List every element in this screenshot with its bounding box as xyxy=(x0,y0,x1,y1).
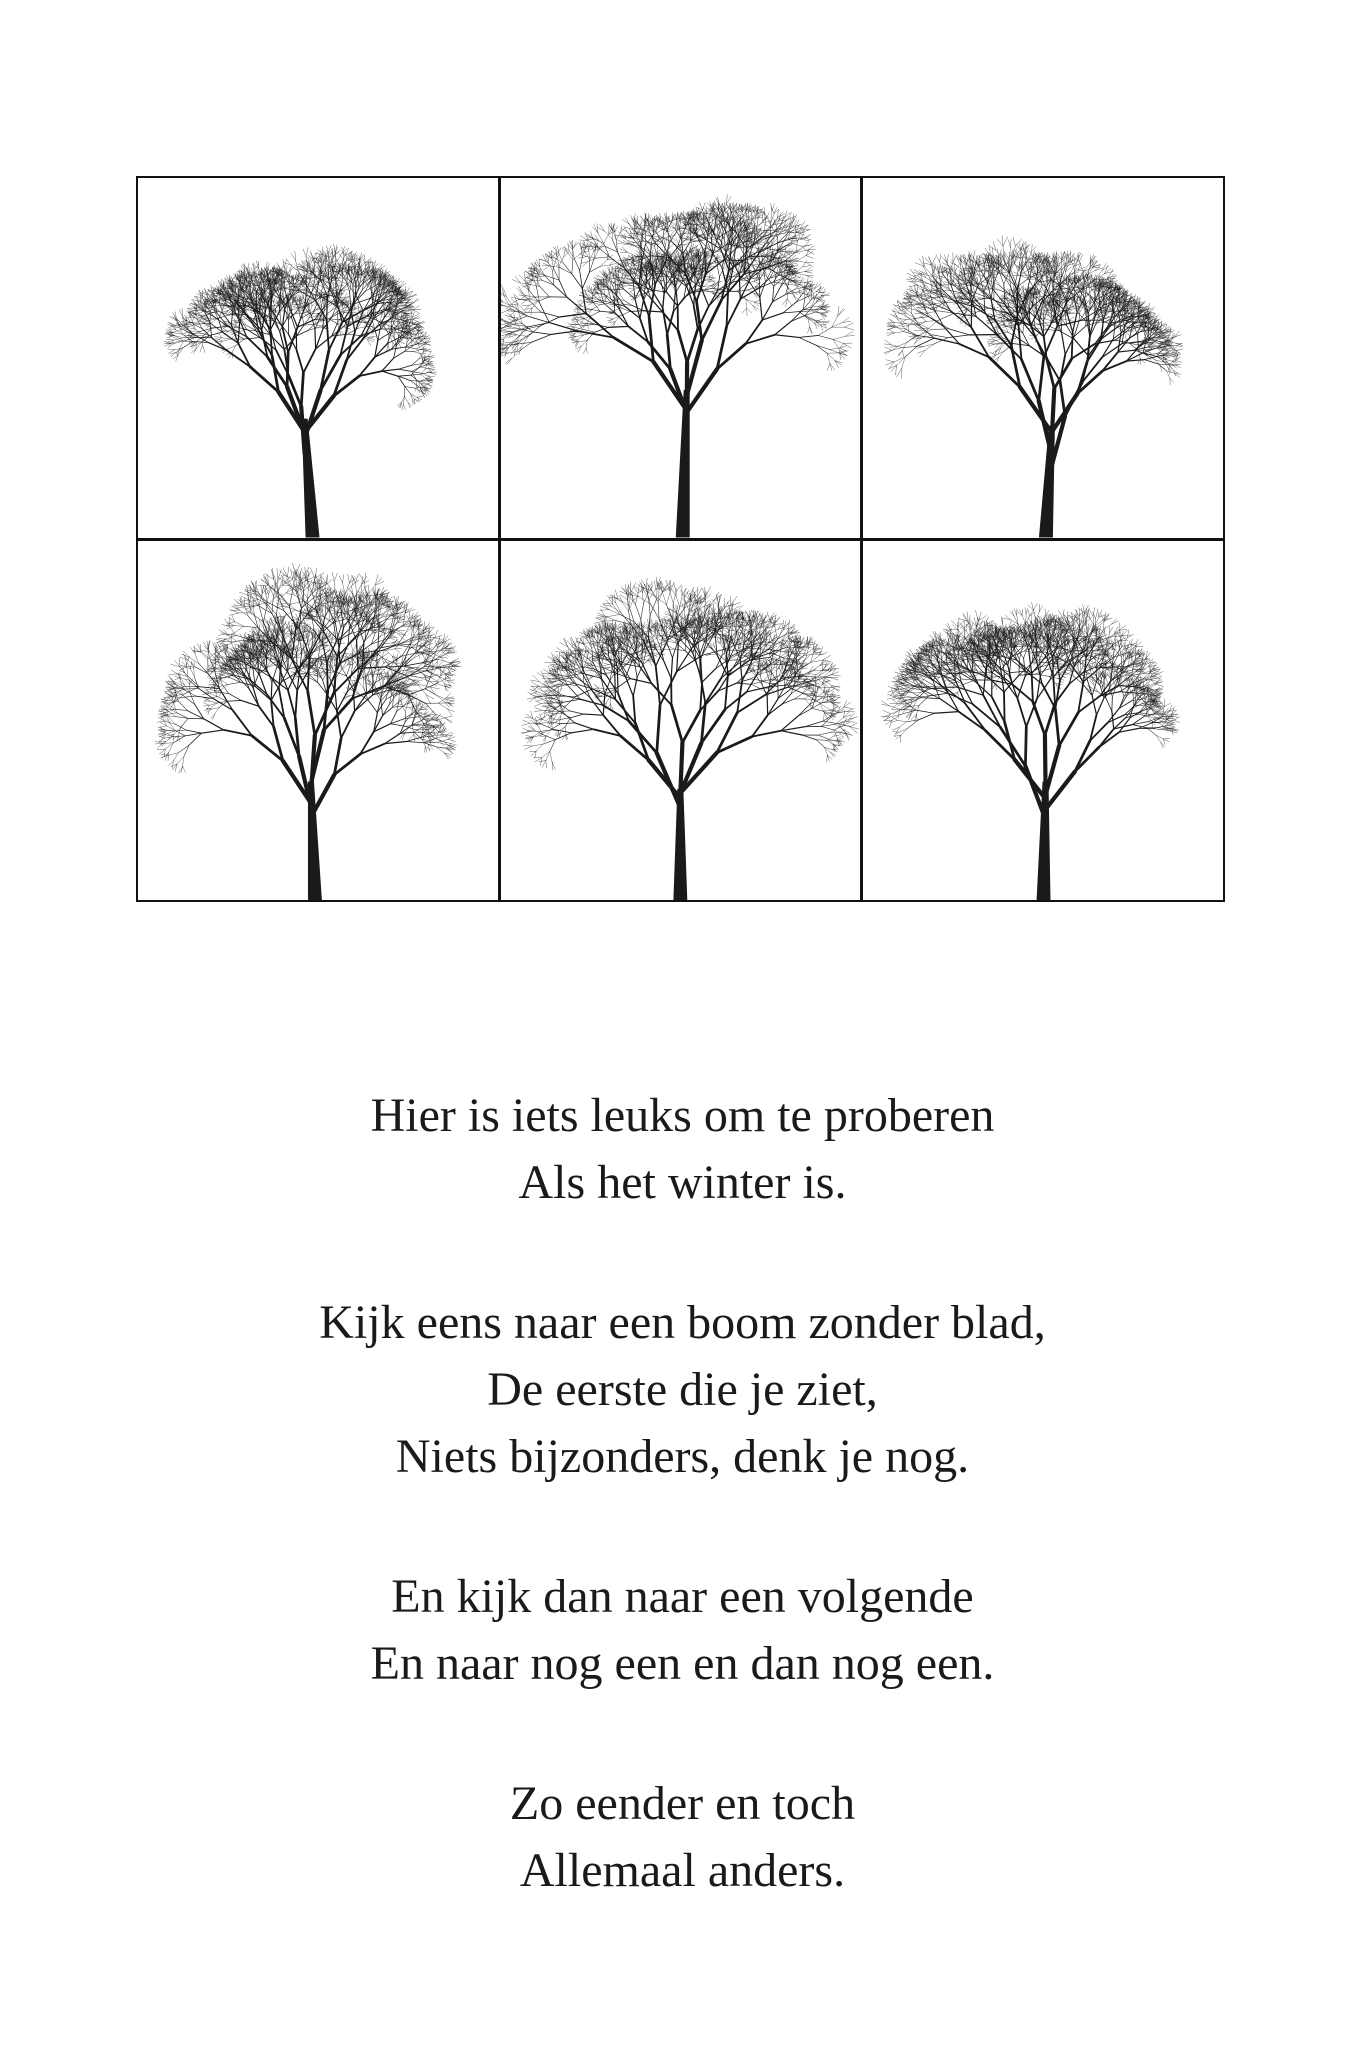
poem-stanza xyxy=(0,1563,1365,1697)
tree-icon xyxy=(863,178,1223,538)
poem-line: Kijk eens naar een boom zonder blad, xyxy=(319,1296,1046,1349)
tree-photo-3 xyxy=(863,178,1223,538)
poem-line: Niets bijzonders, denk je nog. xyxy=(395,1430,970,1483)
tree-photo-5 xyxy=(501,541,861,901)
tree-photo-1 xyxy=(138,178,498,538)
poem-stanza xyxy=(0,1289,1365,1490)
poem-stanza xyxy=(0,1770,1365,1904)
tree-photo-grid xyxy=(136,176,1225,902)
poem-line: En naar nog een en dan nog een. xyxy=(370,1637,995,1690)
poem xyxy=(0,1082,1365,1977)
poem-line: Als het winter is. xyxy=(518,1156,847,1209)
poem-line: En kijk dan naar een volgende xyxy=(391,1570,974,1623)
poem-line: Hier is iets leuks om te proberen xyxy=(370,1089,995,1142)
tree-photo-2 xyxy=(501,178,861,538)
tree-icon xyxy=(138,541,498,901)
tree-icon xyxy=(501,178,861,538)
tree-photo-4 xyxy=(138,541,498,901)
poem-stanza xyxy=(0,1082,1365,1216)
poem-line: Allemaal anders. xyxy=(519,1844,846,1897)
tree-photo-6 xyxy=(863,541,1223,901)
poem-line: De eerste die je ziet, xyxy=(487,1363,878,1416)
poem-line: Zo eender en toch xyxy=(509,1777,856,1830)
tree-icon xyxy=(138,178,498,538)
tree-icon xyxy=(501,541,861,901)
tree-icon xyxy=(863,541,1223,901)
